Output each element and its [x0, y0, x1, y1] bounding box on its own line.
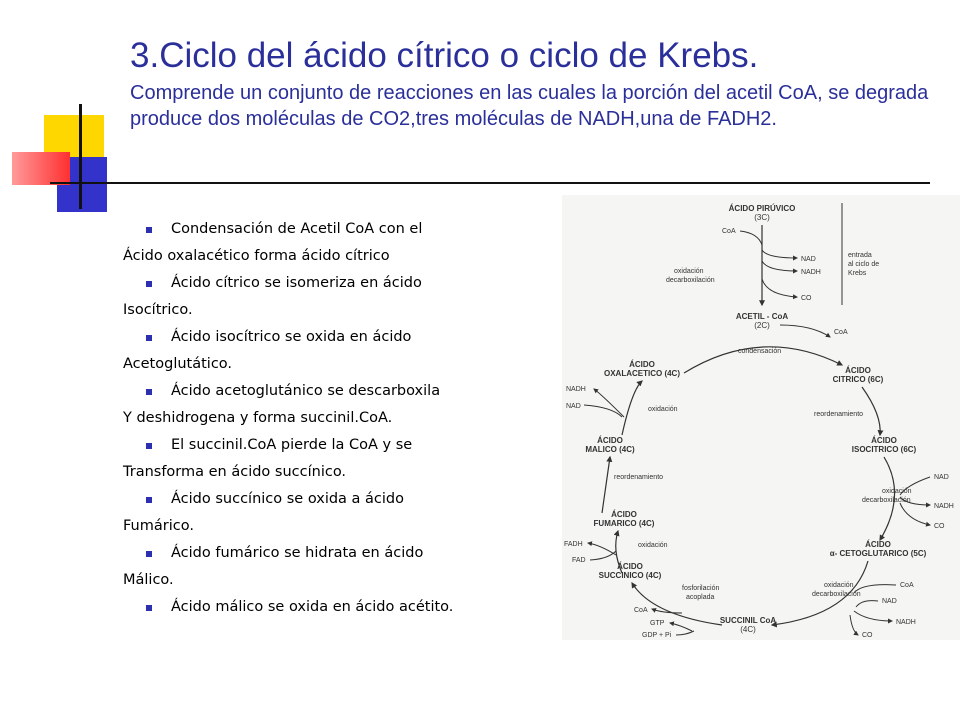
- label-ox-decarb-r2-2: decarboxilación: [812, 591, 861, 598]
- label-ox-decarb-top-1: oxidación: [674, 268, 704, 275]
- bullet-text: Ácido fumárico se hidrata en ácido: [171, 545, 424, 561]
- bullet-marker-icon: [146, 443, 152, 449]
- label-malico-1: ÁCIDO: [597, 436, 623, 445]
- arrow-gtp: [670, 623, 692, 631]
- label-ox-decarb-top-2: decarboxilación: [666, 277, 715, 284]
- arrow-gdp: [676, 631, 694, 635]
- label-cetoglutarico-2: α- CETOGLUTARICO (5C): [829, 549, 927, 558]
- bullet-continuation: [123, 567, 563, 594]
- bullet-marker-icon: [146, 605, 152, 611]
- label-oxidacion-left: oxidación: [638, 542, 668, 549]
- bullet-continuation: [123, 243, 563, 270]
- bullet-continuation: [123, 351, 563, 378]
- bullet-marker-icon: [146, 497, 152, 503]
- label-nad-r1: NAD: [934, 474, 949, 481]
- bullet-text: Isocítrico.: [123, 302, 193, 318]
- label-nad-left: NAD: [566, 403, 581, 410]
- label-condensacion: condensación: [738, 348, 782, 355]
- bullet-text: Ácido oxalacético forma ácido cítrico: [123, 248, 390, 264]
- bullet-text: Acetoglutático.: [123, 356, 233, 372]
- arrow-nad-r2: [856, 601, 878, 607]
- arrow-co2-out: [762, 279, 797, 297]
- bullet-item: [123, 216, 563, 243]
- bullet-marker-icon: [146, 227, 152, 233]
- label-coa-in: CoA: [722, 228, 736, 235]
- label-nadh-left: NADH: [566, 386, 586, 393]
- label-fosforilacion-1: fosforilación: [682, 585, 720, 592]
- bullet-continuation: [123, 513, 563, 540]
- label-acetil-c: (2C): [754, 321, 770, 330]
- label-gtp: GTP: [650, 620, 665, 627]
- krebs-cycle-diagram: [562, 195, 960, 640]
- bullet-text: Fumárico.: [123, 518, 194, 534]
- bullet-marker-icon: [146, 389, 152, 395]
- deco-red-block: [12, 152, 70, 185]
- label-entrada-2: al ciclo de: [848, 261, 880, 268]
- label-acetil: ACETIL - CoA: [735, 312, 789, 321]
- bullet-continuation: [123, 405, 563, 432]
- label-entrada-1: entrada: [848, 252, 872, 259]
- arrow-malico-oxalacetico: [622, 381, 642, 435]
- label-coa-out: CoA: [834, 329, 848, 336]
- label-ox-decarb-r1-1: oxidación: [882, 488, 912, 495]
- label-ox-decarb-r1-2: decarboxilación: [862, 497, 911, 504]
- label-nad-in: NAD: [801, 256, 816, 263]
- bullet-text: Ácido isocítrico se oxida en ácido: [171, 329, 412, 345]
- bullet-item: [123, 486, 563, 513]
- label-ox-decarb-r2-1: oxidación: [824, 582, 854, 589]
- label-fadh2: FADH: [564, 541, 583, 548]
- label-reord-right: reordenamiento: [814, 411, 864, 418]
- bullet-text: El succinil.CoA pierde la CoA y se: [171, 437, 413, 453]
- deco-horizontal-line: [50, 182, 930, 184]
- label-oxidacion-top: oxidación: [648, 406, 678, 413]
- bullet-item: [123, 378, 563, 405]
- label-oxalacetico-2: OXALACETICO (4C): [604, 369, 680, 378]
- label-coa-r2: CoA: [900, 582, 914, 589]
- slide-title: [130, 36, 930, 132]
- label-citrico-2: CITRICO (6C): [832, 375, 884, 384]
- label-isocitrico-1: ÁCIDO: [871, 436, 897, 445]
- krebs-cycle-svg: [562, 195, 960, 640]
- label-co2-out: CO: [801, 295, 812, 302]
- label-fumarico-1: ÁCIDO: [611, 510, 637, 519]
- bullet-item: [123, 432, 563, 459]
- bullet-text: Ácido acetoglutánico se descarboxila: [171, 383, 441, 399]
- bullet-list: [123, 216, 563, 621]
- bullet-continuation: [123, 459, 563, 486]
- arrow-fumarico-malico: [602, 457, 610, 513]
- bullet-item: [123, 540, 563, 567]
- deco-vertical-line: [79, 104, 82, 209]
- arrow-coa-out: [780, 325, 830, 337]
- label-cetoglutarico-1: ÁCIDO: [865, 540, 891, 549]
- label-nadh-out: NADH: [801, 269, 821, 276]
- bullet-text: Transforma en ácido succínico.: [123, 464, 347, 480]
- label-fad: FAD: [572, 557, 586, 564]
- label-succinil-1: SUCCINIL CoA: [719, 616, 777, 625]
- arrow-fadh2: [588, 543, 616, 555]
- arrow-co2-r1: [900, 503, 930, 525]
- label-nad-r2: NAD: [882, 598, 897, 605]
- arrow-coa-in: [740, 231, 762, 245]
- arrow-nadh-left: [594, 389, 624, 417]
- label-co2-r2: CO: [862, 632, 873, 639]
- bullet-item: [123, 324, 563, 351]
- label-nadh-r2: NADH: [896, 619, 916, 626]
- bullet-marker-icon: [146, 551, 152, 557]
- arrow-nad-left: [584, 405, 622, 417]
- bullet-item: [123, 594, 563, 621]
- arrow-nad-in: [762, 250, 797, 258]
- bullet-marker-icon: [146, 281, 152, 287]
- bullet-text: Málico.: [123, 572, 174, 588]
- bullet-item: [123, 270, 563, 297]
- arrow-nadh-out: [762, 261, 797, 271]
- label-succinil-2: (4C): [740, 625, 756, 634]
- label-fumarico-2: FUMARICO (4C): [593, 519, 655, 528]
- bullet-text: Ácido cítrico se isomeriza en ácido: [171, 275, 422, 291]
- label-citrico-1: ÁCIDO: [845, 366, 871, 375]
- bullet-text: Ácido succínico se oxida a ácido: [171, 491, 405, 507]
- label-nadh-r1: NADH: [934, 503, 954, 510]
- label-co2-r1: CO: [934, 523, 945, 530]
- label-reord-left: reordenamiento: [614, 474, 664, 481]
- label-succinico-1: ÁCIDO: [617, 562, 643, 571]
- label-isocitrico-2: ISOCITRICO (6C): [851, 445, 917, 454]
- label-succinico-2: SUCCINICO (4C): [598, 571, 662, 580]
- bullet-text: Condensación de Acetil CoA con el: [171, 221, 423, 237]
- arrow-co2-r2: [850, 615, 858, 635]
- label-piruvico: ÁCIDO PIRÚVICO: [728, 204, 796, 213]
- label-piruvico-c: (3C): [754, 213, 770, 222]
- label-gdp: GDP + Pi: [642, 632, 672, 639]
- arrow-nadh-r2: [854, 611, 892, 621]
- arrow-citrico-isocitrico: [862, 387, 880, 435]
- title-heading: 3.Ciclo del ácido cítrico o ciclo de Krebs.: [130, 36, 759, 75]
- bullet-text: Y deshidrogena y forma succinil.CoA.: [123, 410, 393, 426]
- label-malico-2: MALICO (4C): [585, 445, 635, 454]
- title-subtitle: Comprende un conjunto de reacciones en las cuales la porción del acetil CoA, se degrada produce dos moléculas de CO2,tres moléculas de NADH,una de FADH2.: [130, 82, 929, 130]
- label-oxalacetico-1: ÁCIDO: [629, 360, 655, 369]
- bullet-marker-icon: [146, 335, 152, 341]
- bullet-continuation: [123, 297, 563, 324]
- label-coa-b: CoA: [634, 607, 648, 614]
- bullet-text: Ácido málico se oxida en ácido acétito.: [171, 599, 454, 615]
- label-fosforilacion-2: acoplada: [686, 594, 715, 601]
- label-entrada-3: Krebs: [848, 270, 867, 277]
